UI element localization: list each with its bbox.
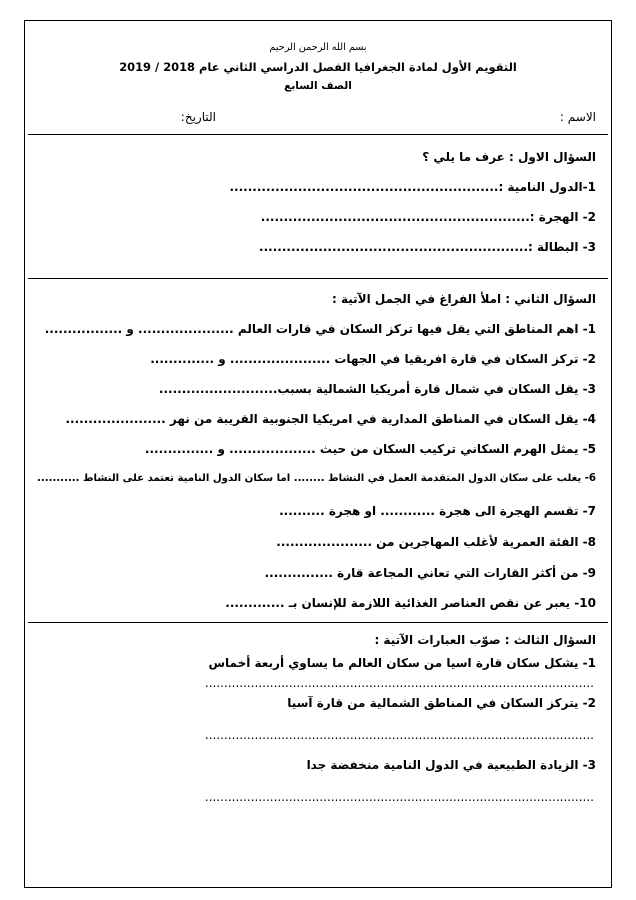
q3-item-1: 1- يشكل سكان قارة اسيا من سكان العالم ما يساوي أربعة أخماس [208,656,596,670]
date-label: التاريخ: [180,110,216,124]
q2-title: السؤال الثاني : املأ الفراغ في الجمل الآتية : [331,292,596,306]
header-divider [28,134,608,135]
q1-divider [28,278,608,279]
q2-item-3: 3- يقل السكان في شمال قارة أمريكيا الشمالية بسبب.......................... [158,382,596,396]
q2-item-2: 2- تركز السكان في قارة افريقيا في الجهات ...................... و .............. [150,352,596,366]
q1-item-1: 1-الدول النامية :........................................................... [229,180,596,194]
q3-answer-line-1[interactable]: ...................................................................................................... [204,676,594,690]
exam-title: التقويم الأول لمادة الجغرافيا الفصل الدراسي الثاني عام 2018 / 2019 [119,60,517,74]
q2-item-8: 8- الفئة العمرية لأغلب المهاجرين من ..................... [276,535,596,549]
q1-item-3: 3- البطالة :........................................................... [259,240,596,254]
q3-answer-line-2[interactable]: ...................................................................................................... [204,728,594,742]
q2-item-9: 9- من أكثر القارات التي تعاني المجاعة قارة ............... [264,566,596,580]
grade-label: الصف السابع [284,80,352,92]
q2-item-7: 7- تقسم الهجرة الى هجرة ............ او هجرة .......... [279,504,596,518]
name-label: الاسم : [559,110,596,124]
q1-title: السؤال الاول : عرف ما يلي ؟ [422,150,596,164]
q2-divider [28,622,608,623]
q2-item-5: 5- يمثل الهرم السكاني تركيب السكان من حيث ................... و ............... [144,442,596,456]
q3-item-2: 2- يتركز السكان في المناطق الشمالية من قارة آسيا [287,696,596,710]
q2-item-6: 6- يغلب على سكان الدول المتقدمة العمل في النشاط ........ اما سكان الدول النامية تعتمد على النشاط ........... [37,473,596,484]
q3-answer-line-3[interactable]: ...................................................................................................... [204,790,594,804]
q2-item-4: 4- يقل السكان في المناطق المدارية في امريكيا الجنوبية القريبة من نهر ...................... [65,412,596,426]
basmala: بسم الله الرحمن الرحيم [269,42,367,53]
q2-item-1: 1- اهم المناطق التي يقل فيها تركز السكان في قارات العالم ..................... و ................. [44,322,596,336]
q3-title: السؤال الثالث : صوّب العبارات الآتية : [374,633,596,647]
q3-item-3: 3- الزيادة الطبيعية في الدول النامية منخفضة جدا [306,758,596,772]
q2-item-10: 10- يعبر عن نقص العناصر الغذائية اللازمة للإنسان بـ ............. [225,596,596,610]
q1-item-2: 2- الهجرة :........................................................... [260,210,596,224]
